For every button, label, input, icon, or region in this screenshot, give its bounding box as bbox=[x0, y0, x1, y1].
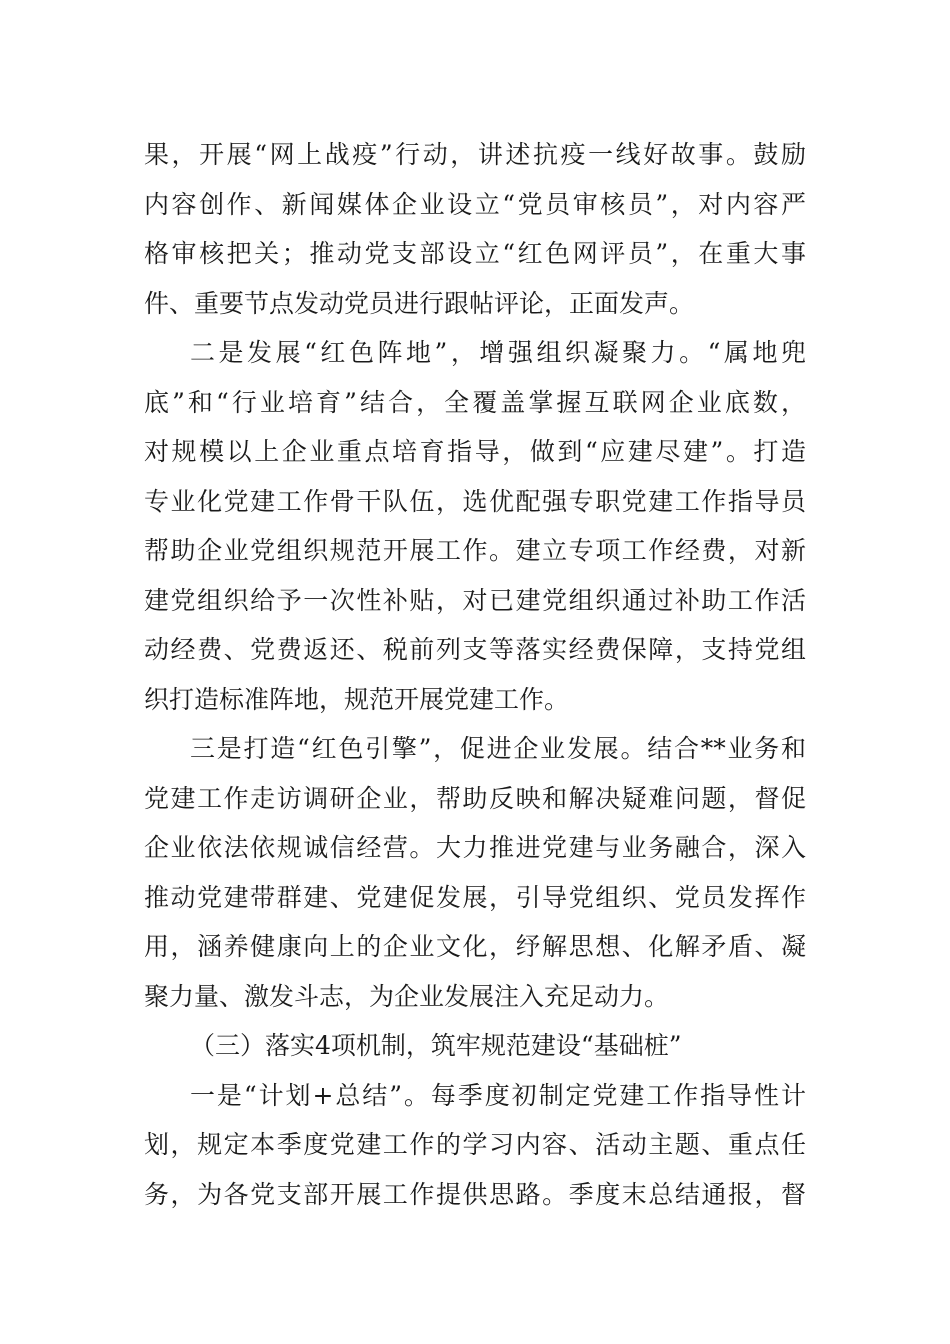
text-line: 格审核把关；推动党支部设立“红色网评员”，在重大事 bbox=[144, 239, 806, 268]
text-line: 动经费、党费返还、税前列支等落实经费保障，支持党组 bbox=[144, 635, 806, 664]
section-heading: （三）落实4项机制，筑牢规范建设“基础桩” bbox=[190, 1031, 682, 1060]
body-text bbox=[144, 130, 806, 1219]
text-line: 用，涵养健康向上的企业文化，纾解思想、化解矛盾、凝 bbox=[144, 932, 806, 961]
text-line: 党建工作走访调研企业，帮助反映和解决疑难问题，督促 bbox=[144, 783, 806, 813]
text-line: 专业化党建工作骨干队伍，选优配强专职党建工作指导员 bbox=[144, 486, 806, 516]
text-line: 织打造标准阵地，规范开展党建工作。 bbox=[144, 684, 570, 714]
text-line: 务，为各党支部开展工作提供思路。季度末总结通报，督 bbox=[144, 1179, 806, 1209]
text-line: 二是发展“红色阵地”，增强组织凝聚力。“属地兜 bbox=[190, 338, 806, 367]
text-line: 一是“计划+总结”。每季度初制定党建工作指导性计 bbox=[190, 1080, 806, 1110]
text-line: 内容创作、新闻媒体企业设立“党员审核员”，对内容严 bbox=[144, 189, 806, 219]
text-line: 企业依法依规诚信经营。大力推进党建与业务融合，深入 bbox=[144, 833, 806, 862]
text-line: 果，开展“网上战疫”行动，讲述抗疫一线好故事。鼓励 bbox=[144, 140, 806, 169]
text-line: 聚力量、激发斗志，为企业发展注入充足动力。 bbox=[144, 981, 670, 1011]
text-line: 件、重要节点发动党员进行跟帖评论，正面发声。 bbox=[144, 288, 695, 318]
text-line: 三是打造“红色引擎”，促进企业发展。结合**业务和 bbox=[190, 734, 806, 763]
text-line: 推动党建带群建、党建促发展，引导党组织、党员发挥作 bbox=[144, 882, 806, 912]
text-line: 帮助企业党组织规范开展工作。建立专项工作经费，对新 bbox=[144, 536, 806, 565]
text-line: 建党组织给予一次性补贴，对已建党组织通过补助工作活 bbox=[144, 585, 806, 615]
text-line: 划，规定本季度党建工作的学习内容、活动主题、重点任 bbox=[144, 1130, 806, 1159]
text-line: 对规模以上企业重点培育指导，做到“应建尽建”。打造 bbox=[144, 437, 806, 466]
text-line: 底”和“行业培育”结合，全覆盖掌握互联网企业底数， bbox=[144, 387, 806, 417]
